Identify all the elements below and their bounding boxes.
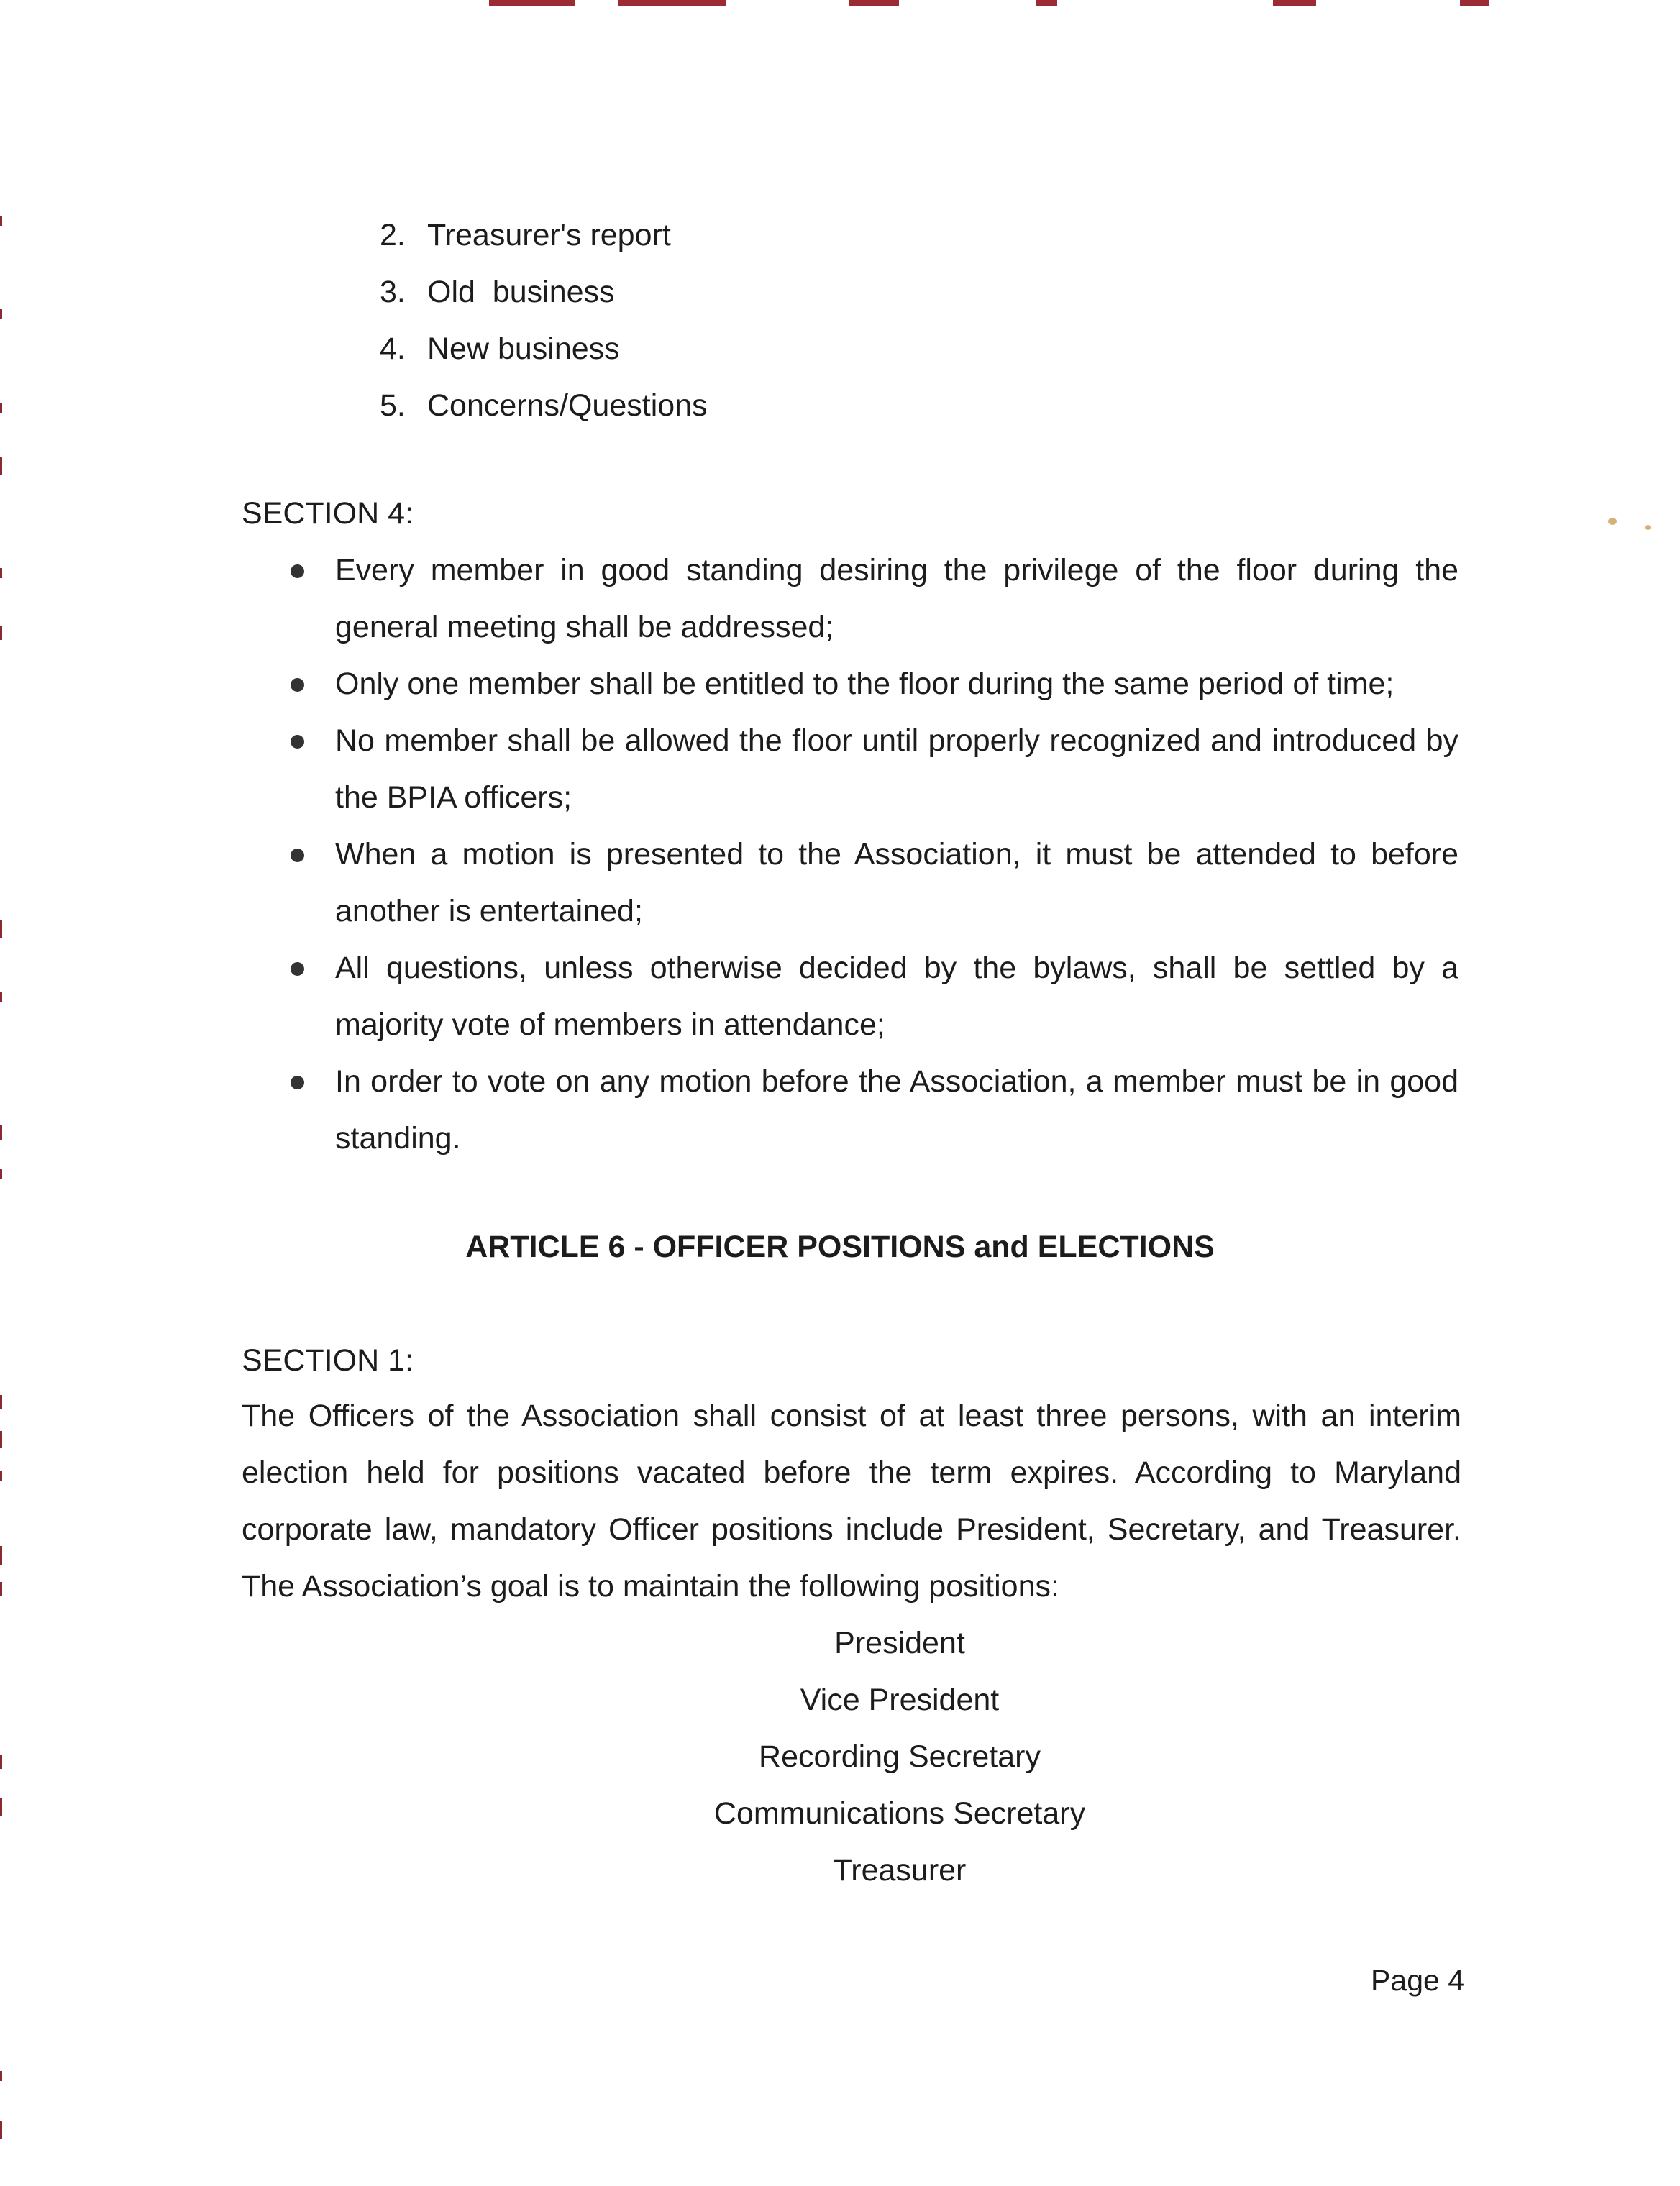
list-item: [380, 264, 708, 321]
position-item: Communications Secretary: [713, 1796, 1086, 1831]
bullet-text: Only one member shall be entitled to the floor during the same period of time;: [335, 667, 1394, 701]
scan-artifact-edge: [0, 457, 2, 475]
scan-speck: [1608, 518, 1617, 525]
list-number: 4.: [380, 331, 406, 366]
position-item: Treasurer: [833, 1853, 967, 1888]
scan-artifact-edge: [0, 1125, 2, 1140]
bullet-text: No member shall be allowed the floor until properly recognized and introduced by the BPIA officers;: [335, 723, 1458, 815]
scan-artifact-edge: [0, 626, 2, 640]
list-number: 3.: [380, 275, 406, 309]
scan-artifact-edge: [0, 568, 2, 578]
scan-speck: [1645, 525, 1651, 530]
bullet-icon: [291, 678, 304, 692]
bullet-icon: [291, 564, 304, 578]
scan-artifact-edge: [0, 1798, 2, 1816]
scan-artifact-edge: [0, 992, 2, 1002]
bullet-text: In order to vote on any motion before the Association, a member must be in good standing.: [335, 1064, 1458, 1156]
scan-artifact-edge: [0, 309, 2, 319]
bullet-icon: [291, 735, 304, 749]
section-4-bullet-list: [242, 542, 1458, 1167]
list-item: [242, 542, 1458, 656]
list-item: [242, 940, 1458, 1053]
scan-artifact-top: [489, 0, 575, 6]
scan-artifact-edge: [0, 1431, 2, 1448]
scan-artifact-edge: [0, 2121, 2, 2139]
scan-artifact-edge: [0, 1582, 2, 1596]
list-text: New business: [427, 331, 620, 366]
list-text: Treasurer's report: [427, 218, 671, 252]
section-4-label: SECTION 4:: [242, 496, 414, 531]
position-item: Vice President: [800, 1683, 1000, 1717]
bullet-icon: [291, 849, 304, 862]
scan-artifact-top: [1036, 0, 1057, 6]
bullet-icon: [291, 1076, 304, 1089]
page-number: Page 4: [1371, 1964, 1464, 1997]
list-text: Old business: [427, 275, 615, 309]
scan-artifact-edge: [0, 1395, 2, 1409]
scan-artifact-edge: [0, 1546, 2, 1565]
scan-artifact-edge: [0, 1755, 2, 1769]
list-item: [242, 656, 1458, 713]
scan-artifact-edge: [0, 216, 2, 226]
section-1-label: SECTION 1:: [242, 1343, 414, 1378]
officers-paragraph: The Officers of the Association shall consist of at least three persons, with an interim election held for positions vacated before the term expires. According to Maryland corporate law, mandatory Officer positions include President, Secretary, and Treasurer. The Association’s goal is to maintain the following positions:: [242, 1399, 1461, 1604]
list-item: [380, 207, 708, 264]
officer-positions-list: [612, 1615, 1187, 1899]
scan-artifact-edge: [0, 920, 2, 938]
list-item: [380, 321, 708, 378]
agenda-numbered-list: [380, 207, 708, 434]
list-number: 2.: [380, 218, 406, 252]
bullet-text: All questions, unless otherwise decided by the bylaws, shall be settled by a majority vote of members in attendance;: [335, 951, 1458, 1042]
list-item: [242, 1053, 1458, 1167]
list-text: Concerns/Questions: [427, 388, 708, 423]
article-6-heading: ARTICLE 6 - OFFICER POSITIONS and ELECTIONS: [465, 1230, 1215, 1264]
bullet-icon: [291, 962, 304, 976]
scan-artifact-top: [1273, 0, 1316, 6]
scan-artifact-edge: [0, 1169, 2, 1179]
scan-artifact-top: [1460, 0, 1489, 6]
list-item: [380, 378, 708, 434]
bullet-text: When a motion is presented to the Association, it must be attended to before another is entertained;: [335, 837, 1458, 928]
scan-artifact-edge: [0, 2071, 2, 2081]
list-item: [242, 826, 1458, 940]
position-item: President: [834, 1626, 965, 1660]
scan-artifact-top: [618, 0, 726, 6]
scan-artifact-top: [849, 0, 899, 6]
bullet-text: Every member in good standing desiring the privilege of the floor during the general meeting shall be addressed;: [335, 553, 1458, 644]
list-number: 5.: [380, 388, 406, 423]
scan-artifact-edge: [0, 1471, 2, 1481]
scan-artifact-edge: [0, 403, 2, 413]
list-item: [242, 713, 1458, 826]
position-item: Recording Secretary: [759, 1739, 1041, 1774]
